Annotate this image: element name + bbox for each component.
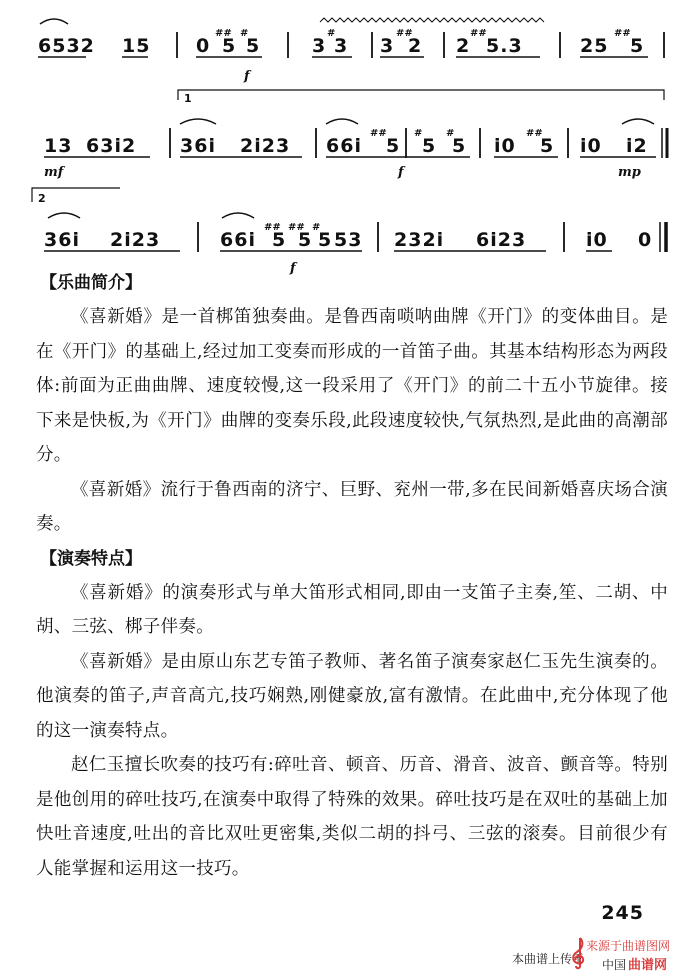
svg-text:##: ##: [614, 28, 631, 39]
note-group: 5: [386, 135, 401, 157]
note-group: 5.3: [486, 35, 523, 57]
svg-text:##: ##: [370, 128, 387, 139]
note-group: 3: [380, 35, 395, 57]
page-number: 245: [601, 902, 644, 924]
note-group: 15: [122, 35, 151, 57]
watermark-source: 来源于曲谱图网: [586, 939, 671, 953]
note-group: 5: [452, 135, 467, 157]
score-line-1: [38, 18, 664, 105]
note-group: 0: [196, 35, 211, 57]
note-group: 5: [422, 135, 437, 157]
musical-score: [0, 0, 700, 275]
dynamic-mark: f: [244, 69, 250, 84]
note-group: 6532: [38, 35, 95, 57]
note-group: 3: [312, 35, 327, 57]
note-group: 2: [408, 35, 423, 57]
dynamic-mark: f: [290, 261, 296, 275]
volta-number: 2: [38, 192, 46, 205]
svg-text:#: #: [312, 222, 321, 233]
note-group: 63i2: [86, 135, 137, 157]
note-group: 13: [44, 135, 73, 157]
note-group: 5: [630, 35, 645, 57]
section-heading: 【乐曲简介】: [40, 273, 142, 293]
note-group: 0: [638, 229, 653, 251]
note-group: i0: [580, 135, 602, 157]
note-group: 232i: [394, 229, 445, 251]
svg-text:##: ##: [288, 222, 305, 233]
note-group: 2i23: [240, 135, 291, 157]
note-group: 2i23: [110, 229, 161, 251]
article-body: [36, 266, 668, 886]
note-group: 53: [334, 229, 363, 251]
note-group: 5: [222, 35, 237, 57]
svg-text:##: ##: [470, 28, 487, 39]
note-group: 5: [298, 229, 313, 251]
note-group: 5: [246, 35, 261, 57]
section-heading: 【演奏特点】: [40, 548, 142, 569]
svg-text:#: #: [240, 28, 249, 39]
score-line-2: [32, 119, 667, 205]
dynamic-mark: mf: [44, 165, 64, 180]
section-introduction: [36, 266, 668, 542]
svg-text:##: ##: [526, 128, 543, 139]
svg-text:##: ##: [264, 222, 281, 233]
paragraph: 《喜新婚》的演奏形式与单大笛形式相同,即由一支笛子主奏,笙、二胡、中胡、三弦、梆子伴奏。: [36, 582, 668, 637]
footer-upload-note: 本曲谱上传于: [512, 952, 585, 966]
note-group: 5: [318, 229, 333, 251]
note-group: i0: [586, 229, 608, 251]
brand-prefix: 中国: [602, 958, 627, 972]
note-group: 5: [540, 135, 555, 157]
watermark-brand: [602, 954, 667, 973]
dynamic-mark: mp: [618, 165, 641, 180]
svg-text:##: ##: [396, 28, 413, 39]
note-group: 36i: [44, 229, 80, 251]
section-performance: [36, 542, 668, 887]
note-group: 5: [272, 229, 287, 251]
note-group: 25: [580, 35, 609, 57]
paragraph: 《喜新婚》是一首梆笛独奏曲。是鲁西南唢呐曲牌《开门》的变体曲目。是在《开门》的基础上,经过加工变奏而形成的一首笛子曲。其基本结构形态为两段体:前面为正曲曲牌、速度较慢,这一段采用了《开门》的前二十五小节旋律。接下来是快板,为《开门》曲牌的变奏乐段,此段速度较快,气氛热烈,是此曲的高潮部分。: [36, 307, 668, 465]
paragraph: 《喜新婚》流行于鲁西南的济宁、巨野、兖州一带,多在民间新婚喜庆场合演奏。: [36, 479, 668, 534]
note-group: 66i: [220, 229, 256, 251]
volta-number: 1: [184, 92, 192, 105]
paragraph: 赵仁玉擅长吹奏的技巧有:碎吐音、顿音、历音、滑音、波音、颤音等。特别是他创用的碎吐技巧,在演奏中取得了特殊的效果。碎吐技巧是在双吐的基础上加快吐音速度,吐出的音比双吐更密集,类似二胡的抖弓、三弦的滚奏。目前很少有人能掌握和运用这一技巧。: [36, 755, 668, 879]
note-group: 66i: [326, 135, 362, 157]
dynamic-mark: f: [398, 165, 404, 180]
paragraph: 《喜新婚》是由原山东艺专笛子教师、著名笛子演奏家赵仁玉先生演奏的。他演奏的笛子,声音高亢,技巧娴熟,刚健豪放,富有激情。在此曲中,充分体现了他的这一演奏特点。: [36, 651, 668, 741]
note-group: i0: [494, 135, 516, 157]
note-group: i2: [626, 135, 648, 157]
note-group: 2: [456, 35, 471, 57]
svg-text:#: #: [446, 128, 455, 139]
svg-text:##: ##: [215, 28, 232, 39]
note-group: 36i: [180, 135, 216, 157]
note-group: 6i23: [476, 229, 527, 251]
svg-text:#: #: [414, 128, 423, 139]
svg-text:#: #: [327, 28, 336, 39]
note-group: 3: [334, 35, 349, 57]
brand-name: 曲谱网: [628, 958, 668, 973]
